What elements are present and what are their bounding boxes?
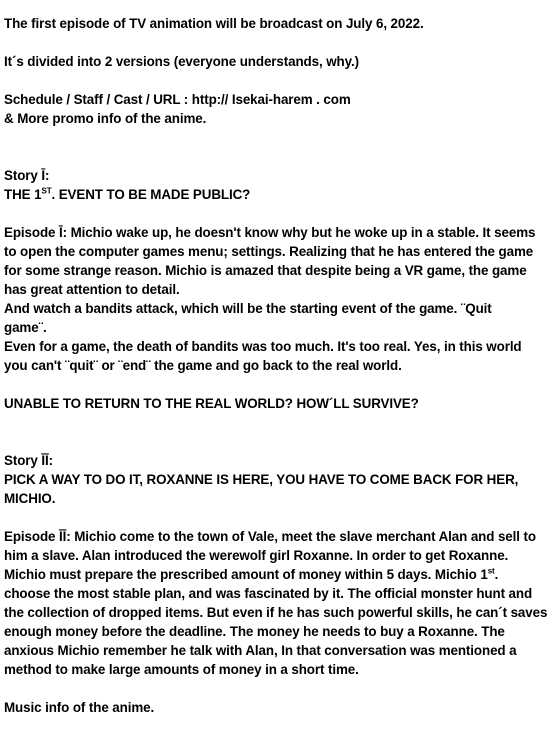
story2-episode-line: Episode ĪĪ: Michio come to the town of Vale, meet the slave merchant Alan and sell to <box>4 529 536 544</box>
story2-episode-line: anxious Michio remember he talk with Alan, In that conversation was mentioned a <box>4 643 517 658</box>
broadcast-text: The first episode of TV animation will be broadcast on July 6, 2022. <box>4 16 424 31</box>
story2-episode-line: enough money before the deadline. The money he needs to buy a Roxanne. The <box>4 624 505 639</box>
story1-title <box>4 185 556 204</box>
schedule-text: Schedule / Staff / Cast / URL : http:// Isekai-harem . com <box>4 92 351 107</box>
story2-episode-line: method to make large amounts of money in a short time. <box>4 662 359 677</box>
story2-episode-line: choose the most stable plan, and was fascinated by it. The official monster hunt and <box>4 586 533 601</box>
story2-episode-line: him a slave. Alan introduced the werewolf girl Roxanne. In order to get Roxanne. <box>4 548 509 563</box>
story2-episode-line <box>4 565 556 584</box>
story2-title-line: MICHIO. <box>4 491 56 506</box>
promo-text: & More promo info of the anime. <box>4 111 207 126</box>
story2-label: Story ĪĪ: <box>4 453 53 468</box>
music-text: Music info of the anime. <box>4 700 155 715</box>
story1-label: Story Ī: <box>4 168 50 183</box>
story1-episode-line: Even for a game, the death of bandits was too much. It's too real. Yes, in this world <box>4 339 522 354</box>
story1-episode <box>4 223 556 375</box>
story1-episode-line: for some strange reason. Michio is amazed that despite being a VR game, the game <box>4 263 527 278</box>
story2-episode-line3-pre: Michio must prepare the prescribed amount of money within 5 days. Michio 1 <box>4 567 488 582</box>
story2-episode-line: the collection of dropped items. But even if he has such powerful skills, he can´t saves <box>4 605 548 620</box>
story1-question: UNABLE TO RETURN TO THE REAL WORLD? HOW´LL SURVIVE? <box>4 396 419 411</box>
story1-episode-line: you can't ¨quit¨ or ¨end¨ the game and go back to the real world. <box>4 358 402 373</box>
story2-title-line: PICK A WAY TO DO IT, ROXANNE IS HERE, YOU HAVE TO COME BACK FOR HER, <box>4 472 519 487</box>
story1-title-sup: ST <box>41 186 52 196</box>
story1-episode-line: has great attention to detail. <box>4 282 180 297</box>
story1-episode-line: Episode Ī: Michio wake up, he doesn't know why but he woke up in a stable. It seems <box>4 225 536 240</box>
story2-episode-line3-post: . <box>494 567 499 582</box>
versions-text: It´s divided into 2 versions (everyone understands, why.) <box>4 54 359 69</box>
story1-episode-line: to open the computer games menu; settings. Realizing that he has entered the game <box>4 244 534 259</box>
story1-episode-line: And watch a bandits attack, which will be the starting event of the game. ¨Quit <box>4 301 492 316</box>
document-body <box>4 14 556 717</box>
story1-episode-line: game¨. <box>4 320 47 335</box>
story1-title-post: . EVENT TO BE MADE PUBLIC? <box>51 187 251 202</box>
story1-title-pre: THE 1 <box>4 187 42 202</box>
story2-episode <box>4 527 556 679</box>
story2-episode-line3-sup: st <box>487 566 495 576</box>
